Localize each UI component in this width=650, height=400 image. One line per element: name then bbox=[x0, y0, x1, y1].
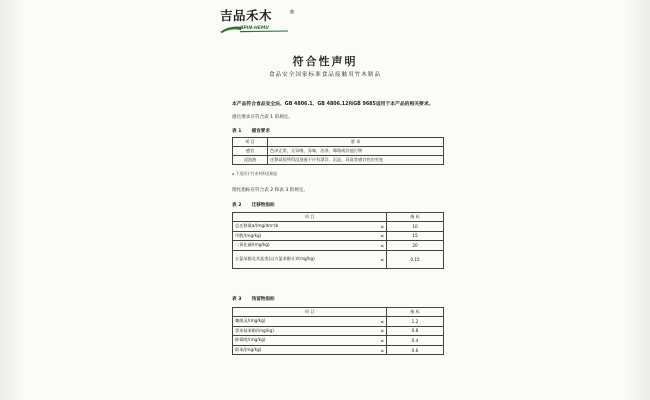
table-cell: 抑霉唑/(mg/kg) bbox=[233, 336, 375, 346]
table-header-row bbox=[233, 138, 444, 147]
table-row bbox=[233, 345, 444, 355]
table-row bbox=[233, 156, 444, 165]
logo-subtext: JIPIN-HEMU bbox=[240, 26, 269, 31]
table-cell: 二氧化硫/(mg/kg) bbox=[233, 241, 375, 251]
table1-title: 感官要求 bbox=[251, 129, 270, 134]
table-cell: ≤ bbox=[374, 345, 387, 355]
table-cell: 0.6 bbox=[387, 345, 444, 355]
table3-title: 残留物指标 bbox=[251, 297, 275, 302]
table-row bbox=[233, 241, 444, 251]
table-cell: 20 bbox=[387, 241, 444, 251]
table-cell: 1.2 bbox=[387, 317, 444, 327]
table-row bbox=[233, 317, 444, 327]
residue-table bbox=[232, 307, 444, 355]
table-cell: 浸泡液 bbox=[233, 156, 268, 165]
table2-caption bbox=[232, 202, 275, 208]
physicochemical-requirement-text: 理化指标应符合表 2 和表 3 的规定。 bbox=[232, 188, 309, 193]
table-cell: 感官 bbox=[233, 147, 268, 156]
table-cell: 五氯苯酚及其盐类(以五氯苯酚计)/(mg/kg) bbox=[233, 250, 375, 268]
table-cell: ≤ bbox=[374, 317, 387, 327]
table-cell: 色泽正常，无异嗅、异味，洁净，霉斑或其他污物 bbox=[268, 147, 444, 156]
table-header-cell: 指 标 bbox=[387, 213, 444, 222]
table-cell: 0.8 bbox=[387, 326, 444, 336]
table1-number: 表 1 bbox=[232, 129, 242, 134]
table1-caption bbox=[232, 128, 270, 134]
table-cell: 10 bbox=[387, 222, 444, 232]
compliance-statement: 本产品符合食品安全法、GB 4806.1、GB 4806.12和GB 9685适用于本产品的相关要求。 bbox=[232, 102, 434, 107]
table-header-cell: 指 标 bbox=[387, 308, 444, 317]
document-subtitle: 食品安全国家标准食品接触用竹木制品 bbox=[268, 72, 382, 78]
sensory-requirement-text: 感官要求应符合表 1 的规定。 bbox=[232, 115, 293, 120]
migration-table bbox=[232, 212, 444, 269]
brand-logo bbox=[220, 8, 295, 41]
table-cell: 邻苯基苯酚/(mg/kg) bbox=[233, 326, 375, 336]
sensory-table bbox=[232, 137, 444, 165]
table-cell: ≤ bbox=[374, 250, 387, 268]
table-cell: 甲醛/(mg/kg) bbox=[233, 231, 375, 241]
table-cell: 总迁移量a/(mg/dm²)b bbox=[233, 222, 375, 232]
table-header-cell: 项 目 bbox=[233, 213, 387, 222]
table3-number: 表 3 bbox=[232, 297, 242, 302]
logo-text: 吉品禾木 bbox=[220, 8, 273, 23]
table-header-cell: 项 目 bbox=[233, 138, 268, 147]
document-title: 符合性声明 bbox=[292, 55, 358, 68]
table-header-cell: 要 求 bbox=[268, 138, 444, 147]
table1-footnote: a 不适用于竹木材料及制品 bbox=[232, 171, 278, 176]
table-row bbox=[233, 147, 444, 156]
table-cell: 迁移试验所得浸泡液不应有漂浮、沉淀，异臭等感官性的劣变 bbox=[268, 156, 444, 165]
table-header-row bbox=[233, 213, 444, 222]
table-cell: ≤ bbox=[374, 222, 387, 232]
table-cell: ≤ bbox=[374, 241, 387, 251]
table-cell: 噻菌灵/(mg/kg) bbox=[233, 317, 375, 327]
table-cell: ≤ bbox=[374, 326, 387, 336]
table-cell: 0.4 bbox=[387, 336, 444, 346]
table2-number: 表 2 bbox=[232, 203, 242, 208]
table3-caption bbox=[232, 296, 275, 302]
table-cell: 0.15 bbox=[387, 250, 444, 268]
table-cell: ≤ bbox=[374, 231, 387, 241]
table-row bbox=[233, 250, 444, 268]
table-header-row bbox=[233, 308, 444, 317]
table-row bbox=[233, 231, 444, 241]
table2-title: 迁移物指标 bbox=[251, 203, 275, 208]
table-cell: ≤ bbox=[374, 336, 387, 346]
table-row bbox=[233, 326, 444, 336]
table-header-cell: 项 目 bbox=[233, 308, 387, 317]
table-cell: 15 bbox=[387, 231, 444, 241]
table-row bbox=[233, 222, 444, 232]
registered-mark: ® bbox=[289, 9, 295, 16]
table-cell: 联苯/(mg/kg) bbox=[233, 345, 375, 355]
table-row bbox=[233, 336, 444, 346]
